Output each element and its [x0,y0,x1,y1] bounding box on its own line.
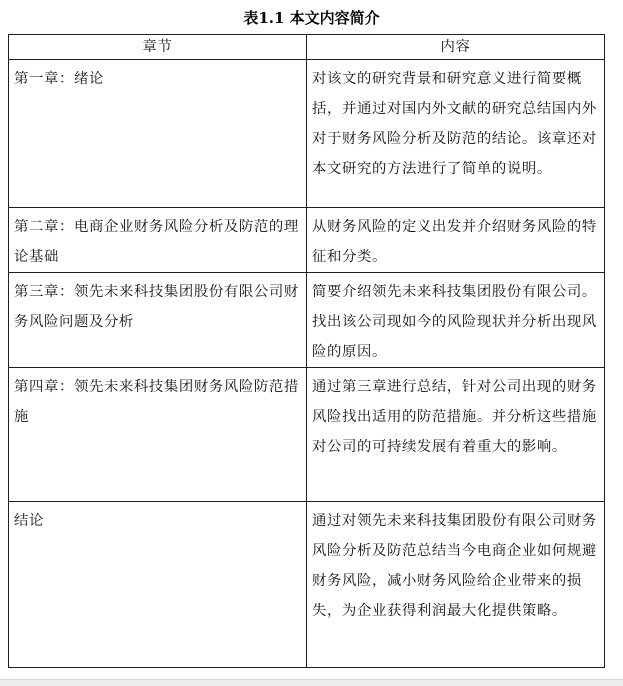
table-row [9,60,605,208]
content-summary-table [8,34,605,668]
content-cell: 对该文的研究背景和研究意义进行简要概括，并通过对国内外文献的研究总结国内外对于财务风险分析及防范的结论。该章还对本文研究的方法进行了简单的说明。 [307,60,605,208]
chapter-cell: 第一章：绪论 [9,60,307,208]
table-row [9,273,605,368]
table-row [9,208,605,273]
content-cell: 从财务风险的定义出发并介绍财务风险的特征和分类。 [307,208,605,273]
chapter-cell: 结论 [9,502,307,668]
table-row [9,502,605,668]
header-chapter: 章节 [9,35,307,60]
content-cell: 通过对领先未来科技集团股份有限公司财务风险分析及防范总结当今电商企业如何规避财务风险，减小财务风险给企业带来的损失，为企业获得利润最大化提供策略。 [307,502,605,668]
table-row [9,368,605,502]
content-cell: 通过第三章进行总结，针对公司出现的财务风险找出适用的防范措施。并分析这些措施对公司的可持续发展有着重大的影响。 [307,368,605,502]
chapter-cell: 第二章：电商企业财务风险分析及防范的理论基础 [9,208,307,273]
content-cell: 简要介绍领先未来科技集团股份有限公司。找出该公司现如今的风险现状并分析出现风险的原因。 [307,273,605,368]
window-bottom-bar [0,679,623,686]
table-caption: 表1.1 本文内容简介 [243,9,380,27]
header-content: 内容 [307,35,605,60]
chapter-cell: 第四章：领先未来科技集团财务风险防范措施 [9,368,307,502]
table-header-row [9,35,605,60]
chapter-cell: 第三章：领先未来科技集团股份有限公司财务风险问题及分析 [9,273,307,368]
